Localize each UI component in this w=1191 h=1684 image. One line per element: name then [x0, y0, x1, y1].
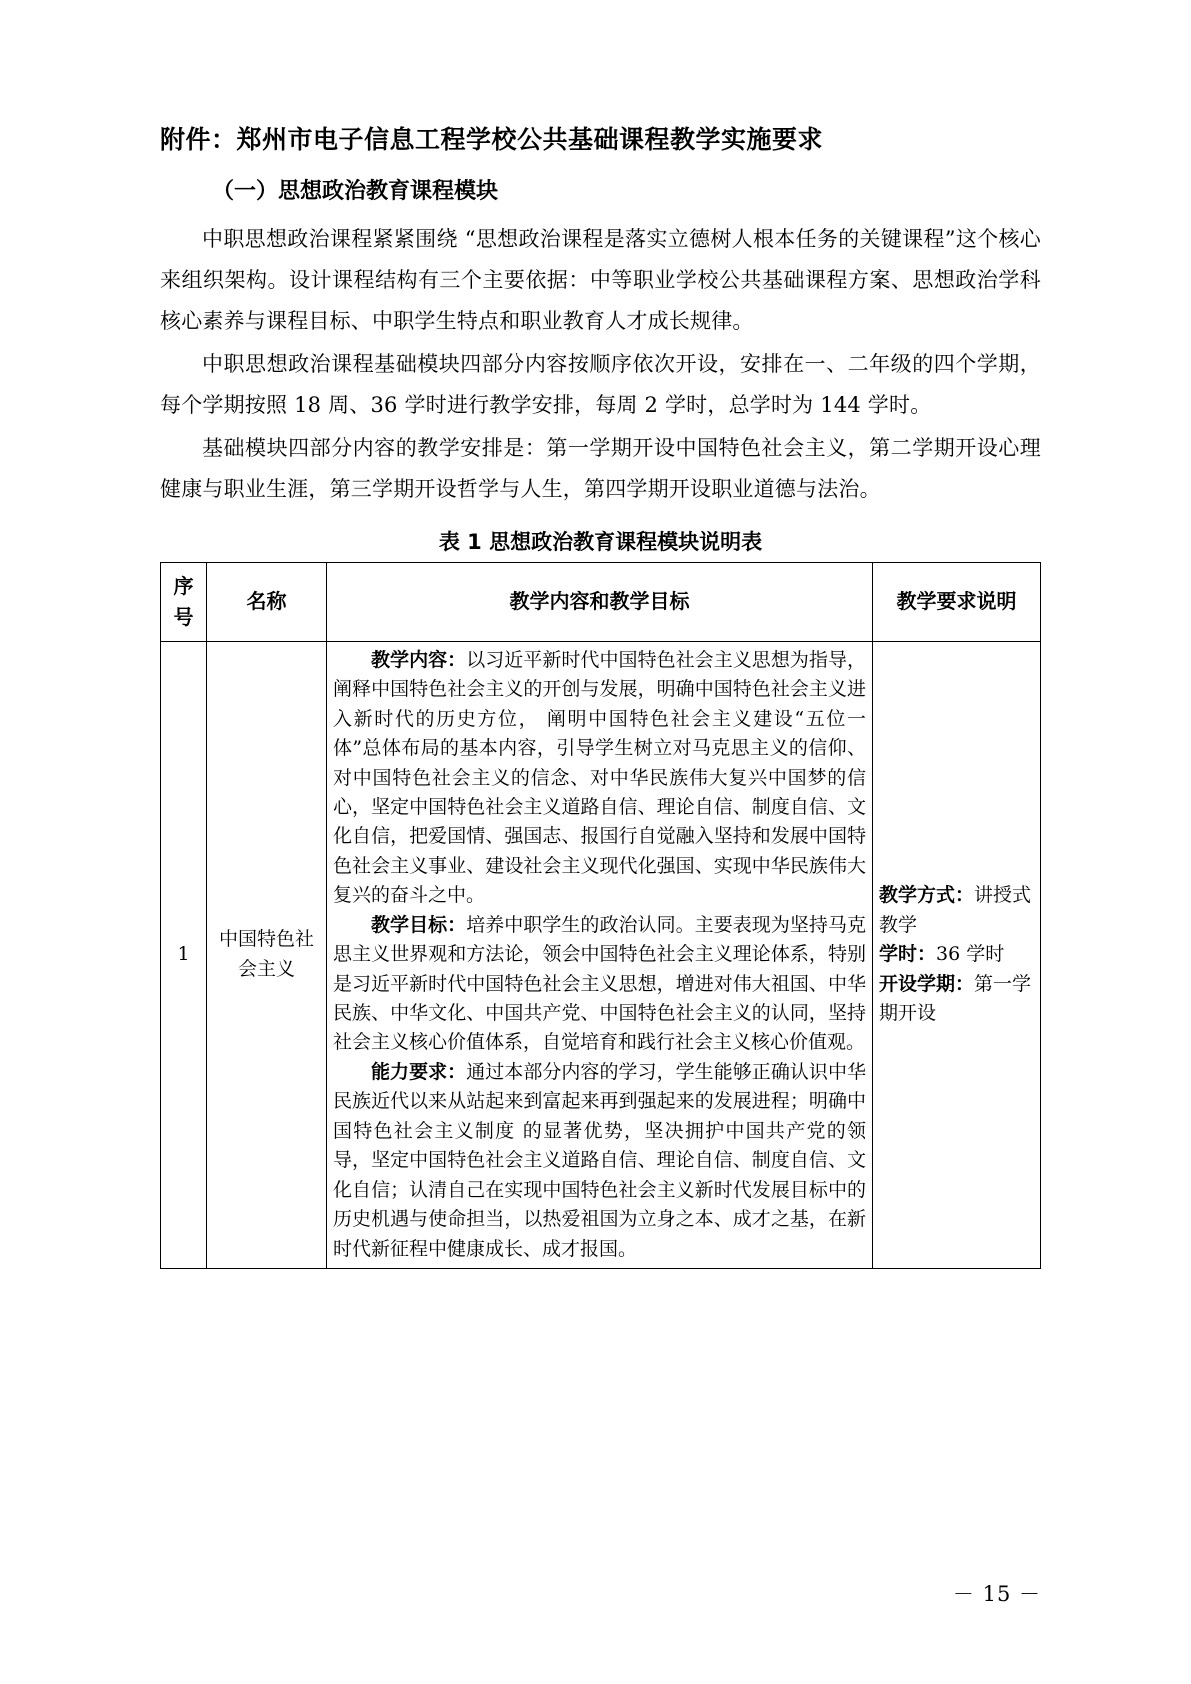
text-teaching-goal: 培养中职学生的政治认同。主要表现为坚持马克思主义世界观和方法论，领会中国特色社会主义理论体系，特别是习近平新时代中国特色社会主义思想，增进对伟大祖国、中华民族、中华文化、中国共产党、中国特色社会主义的认同，坚持社会主义核心价值体系，自觉培育和践行社会主义核心价值观。 — [333, 913, 866, 1054]
label-teaching-method: 教学方式： — [879, 884, 975, 907]
text-teaching-method: 讲授式教学 — [879, 884, 1032, 936]
header-requirement: 教学要求说明 — [873, 562, 1041, 641]
table-caption: 表 1 思想政治教育课程模块说明表 — [438, 529, 763, 554]
content-block-teaching-goal — [333, 911, 866, 1058]
content-block-teaching-content — [333, 646, 866, 911]
label-semester: 开设学期： — [879, 972, 975, 995]
header-content: 教学内容和教学目标 — [327, 562, 873, 641]
table-row — [161, 641, 1041, 1268]
section-title: （一）思想政治教育课程模块 — [212, 179, 499, 204]
table-header-row — [161, 562, 1041, 641]
row-requirement — [873, 641, 1041, 1268]
label-teaching-content: 教学内容： — [371, 648, 467, 671]
label-ability-requirement: 能力要求： — [371, 1060, 467, 1083]
header-seq: 序号 — [161, 562, 207, 641]
page-title: 附件：郑州市电子信息工程学校公共基础课程教学实施要求 — [160, 125, 824, 154]
paragraph-1: 中职思想政治课程紧紧围绕 “思想政治课程是落实立德树人根本任务的关键课程”这个核心来组织架构。设计课程结构有三个主要依据：中等职业学校公共基础课程方案、思想政治学科核心素养与课程目标、中职学生特点和职业教育人才成长规律。 — [160, 227, 1041, 334]
paragraph-3: 基础模块四部分内容的教学安排是：第一学期开设中国特色社会主义，第二学期开设心理健康与职业生涯，第三学期开设哲学与人生，第四学期开设职业道德与法治。 — [160, 435, 1041, 501]
text-ability-requirement: 通过本部分内容的学习，学生能够正确认识中华民族近代以来从站起来到富起来再到强起来的发展进程；明确中国特色社会主义制度 的显著优势，坚决拥护中国共产党的领导，坚定中国特色社会主义道路自信、理论自信、制度自信、文化自信；认清自己在实现中国特色社会主义新时代发展目标中的历史机遇与使命担当，以热爱祖国为立身之本、成才之基，在新时代新征程中健康成长、成才报国。 — [333, 1060, 866, 1260]
header-name: 名称 — [207, 562, 327, 641]
paragraph-2: 中职思想政治课程基础模块四部分内容按顺序依次开设，安排在一、二年级的四个学期，每个学期按照 18 周、36 学时进行教学安排，每周 2 学时，总学时为 144 学时。 — [160, 352, 1041, 417]
row-content — [327, 641, 873, 1268]
row-name: 中国特色社会主义 — [207, 641, 327, 1268]
text-semester: 第一学期开设 — [879, 972, 1032, 1024]
text-teaching-content: 以习近平新时代中国特色社会主义思想为指导，阐释中国特色社会主义的开创与发展，明确中国特色社会主义进入新时代的历史方位， 阐明中国特色社会主义建设“五位一体”总体布局的基本内容，引导学生树立对马克思主义的信仰、对中国特色社会主义的信念、对中华民族伟大复兴中国梦的信心，坚定中国特色社会主义道路自信、理论自信、制度自信、文化自信，把爱国情、强国志、报国行自觉融入坚持和发展中国特色社会主义事业、建设社会主义现代化强国、实现中华民族伟大复兴的奋斗之中。 — [333, 648, 866, 907]
course-module-table — [160, 562, 1041, 1269]
row-seq: 1 — [161, 641, 207, 1268]
page-number: － 15 － — [952, 1582, 1041, 1606]
content-block-ability-requirement — [333, 1058, 866, 1264]
text-class-hours: 36 学时 — [936, 943, 1005, 966]
label-class-hours: 学时： — [879, 943, 937, 966]
label-teaching-goal: 教学目标： — [371, 913, 467, 936]
